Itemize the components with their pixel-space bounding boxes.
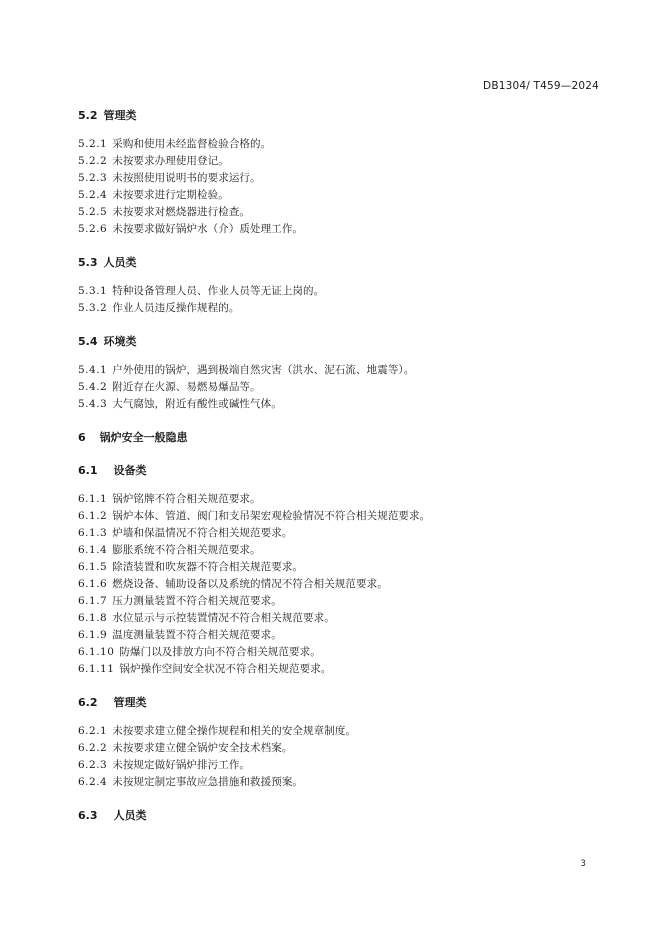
item-text: 燃烧设备、辅助设备以及系统的情况不符合相关规范要求。 (112, 578, 388, 590)
item-number: 5.4.3 (78, 398, 108, 410)
item-text: 锅炉铭牌不符合相关规范要求。 (112, 493, 261, 505)
item-text: 除渣装置和吹灰器不符合相关规范要求。 (112, 561, 304, 573)
list-item (78, 757, 598, 774)
item-number: 6.1.11 (78, 663, 115, 675)
item-text: 未按要求办理使用登记。 (112, 155, 229, 167)
item-number: 6.1.1 (78, 493, 108, 505)
item-number: 5.2.4 (78, 189, 108, 201)
list-item (78, 283, 598, 300)
section-heading (78, 334, 598, 350)
item-number: 6.1.6 (78, 578, 108, 590)
list-item (78, 187, 598, 204)
list-item (78, 644, 598, 661)
item-number: 6.1.10 (78, 646, 115, 658)
section-title: 设备类 (113, 464, 147, 477)
list-item (78, 610, 598, 627)
section-title: 人员类 (103, 256, 137, 269)
page-number: 3 (580, 859, 586, 869)
item-text: 水位显示与示控装置情况不符合相关规范要求。 (112, 612, 335, 624)
item-number: 5.2.5 (78, 206, 108, 218)
section-number: 5.2 (78, 109, 98, 122)
item-text: 锅炉本体、管道、阀门和支吊架宏观检验情况不符合相关规范要求。 (112, 510, 431, 522)
item-number: 6.1.8 (78, 612, 108, 624)
list-item (78, 136, 598, 153)
item-text: 未按要求对燃烧器进行检查。 (112, 206, 251, 218)
list-item (78, 593, 598, 610)
section-number: 5.4 (78, 335, 98, 348)
item-text: 未按照使用说明书的要求运行。 (112, 172, 261, 184)
section-heading (78, 463, 598, 479)
item-text: 采购和使用未经监督检验合格的。 (112, 138, 272, 150)
list-item (78, 627, 598, 644)
item-text: 未按要求建立健全操作规程和相关的安全规章制度。 (112, 725, 357, 737)
item-text: 锅炉操作空间安全状况不符合相关规范要求。 (119, 663, 332, 675)
section-heading (78, 108, 598, 124)
item-text: 未按要求进行定期检验。 (112, 189, 229, 201)
section-heading (78, 808, 598, 824)
item-text: 附近存在火源、易燃易爆品等。 (112, 381, 261, 393)
list-item (78, 491, 598, 508)
item-number: 6.1.5 (78, 561, 108, 573)
list-item (78, 740, 598, 757)
item-number: 6.2.3 (78, 759, 108, 771)
list-item (78, 153, 598, 170)
section-title: 管理类 (113, 696, 147, 709)
item-text: 炉墙和保温情况不符合相关规范要求。 (112, 527, 293, 539)
item-number: 5.3.2 (78, 302, 108, 314)
list-item (78, 525, 598, 542)
item-number: 6.1.7 (78, 595, 108, 607)
item-text: 未按规定制定事故应急措施和救援预案。 (112, 776, 304, 788)
item-number: 5.4.2 (78, 381, 108, 393)
list-item (78, 379, 598, 396)
section-number: 6.1 (78, 464, 98, 477)
item-number: 5.2.2 (78, 155, 108, 167)
item-text: 特种设备管理人员、作业人员等无证上岗的。 (112, 285, 325, 297)
list-item (78, 221, 598, 238)
item-number: 5.2.1 (78, 138, 108, 150)
list-item (78, 576, 598, 593)
list-item (78, 508, 598, 525)
item-text: 作业人员违反操作规程的。 (112, 302, 240, 314)
item-number: 6.1.3 (78, 527, 108, 539)
item-number: 6.2.4 (78, 776, 108, 788)
document-code: DB1304/ T459—2024 (483, 80, 599, 92)
item-number: 5.2.6 (78, 223, 108, 235)
list-item (78, 170, 598, 187)
item-number: 5.2.3 (78, 172, 108, 184)
item-number: 6.1.2 (78, 510, 108, 522)
section-heading (78, 695, 598, 711)
list-item (78, 661, 598, 678)
section-title: 管理类 (103, 109, 137, 122)
list-item (78, 774, 598, 791)
item-text: 未按要求建立健全锅炉安全技术档案。 (112, 742, 293, 754)
item-number: 6.2.1 (78, 725, 108, 737)
list-item (78, 362, 598, 379)
item-number: 5.3.1 (78, 285, 108, 297)
list-item (78, 723, 598, 740)
section-heading (78, 430, 598, 446)
section-title: 环境类 (103, 335, 137, 348)
item-text: 户外使用的锅炉，遇到极端自然灾害（洪水、泥石流、地震等）。 (112, 364, 415, 376)
item-number: 6.1.4 (78, 544, 108, 556)
list-item (78, 204, 598, 221)
section-number: 6.3 (78, 809, 98, 822)
item-text: 膨胀系统不符合相关规范要求。 (112, 544, 261, 556)
section-number: 6.2 (78, 696, 98, 709)
section-title: 人员类 (113, 809, 147, 822)
section-number: 5.3 (78, 256, 98, 269)
list-item (78, 300, 598, 317)
item-number: 6.2.2 (78, 742, 108, 754)
list-item (78, 396, 598, 413)
item-text: 未按规定做好锅炉排污工作。 (112, 759, 251, 771)
section-title: 锅炉安全一般隐患 (99, 431, 188, 444)
list-item (78, 542, 598, 559)
item-number: 5.4.1 (78, 364, 108, 376)
section-heading (78, 255, 598, 271)
item-text: 未按要求做好锅炉水（介）质处理工作。 (112, 223, 304, 235)
section-number: 6 (78, 431, 86, 444)
list-item (78, 559, 598, 576)
document-body (78, 108, 598, 824)
item-text: 压力测量装置不符合相关规范要求。 (112, 595, 282, 607)
item-number: 6.1.9 (78, 629, 108, 641)
item-text: 大气腐蚀，附近有酸性或碱性气体。 (112, 398, 282, 410)
item-text: 温度测量装置不符合相关规范要求。 (112, 629, 282, 641)
item-text: 防爆门以及排放方向不符合相关规范要求。 (119, 646, 321, 658)
